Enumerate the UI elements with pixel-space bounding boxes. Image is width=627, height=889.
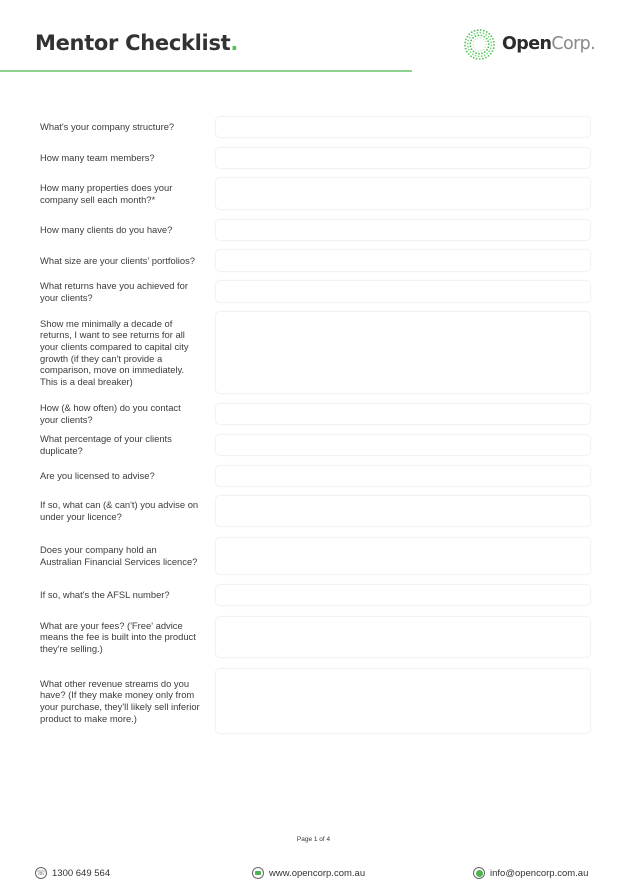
answer-field[interactable] xyxy=(215,584,591,606)
answer-field[interactable] xyxy=(215,434,591,456)
question-label: What's your company structure? xyxy=(40,121,175,133)
email-link[interactable]: info@opencorp.com.au xyxy=(490,867,589,879)
question-label: How (& how often) do you contact your clients? xyxy=(40,402,181,425)
question-label: If so, what's the AFSL number? xyxy=(40,589,170,601)
title-text: Mentor Checklist xyxy=(35,31,231,55)
question-label: How many properties does your company sell each month?* xyxy=(40,181,173,205)
globe-icon xyxy=(473,867,485,879)
question-label: What returns have you achieved for your clients? xyxy=(40,279,188,303)
answer-field[interactable] xyxy=(215,495,591,527)
answer-field[interactable] xyxy=(215,249,591,272)
logo-mark-icon xyxy=(463,28,496,61)
answer-field[interactable] xyxy=(215,465,591,487)
question-label: Does your company hold an Australian Financial Services licence? xyxy=(40,544,198,567)
question-label: Show me minimally a decade of returns, I want to see returns for all your clients compared to capital city growth (if they can't provide a comparison, move on immediately. This is a deal breaker) xyxy=(40,317,189,387)
phone-number: 1300 649 564 xyxy=(52,867,111,879)
page-title xyxy=(35,31,238,55)
title-dot: . xyxy=(230,31,239,55)
phone-icon: ☏ xyxy=(35,867,47,879)
website-link[interactable]: www.opencorp.com.au xyxy=(269,867,366,879)
opencorp-logo xyxy=(463,28,595,61)
answer-field[interactable] xyxy=(215,668,591,734)
question-label: What are your fees? ('Free' advice means the fee is built into the product they're selling.) xyxy=(40,619,196,654)
web-icon xyxy=(252,867,264,879)
answer-field[interactable] xyxy=(215,177,591,210)
question-label: How many team members? xyxy=(40,152,155,164)
footer-email[interactable] xyxy=(473,867,588,879)
answer-field[interactable] xyxy=(215,403,591,425)
question-label: If so, what can (& can't) you advise on under your licence? xyxy=(40,499,199,522)
answer-field[interactable] xyxy=(215,616,591,658)
question-label: What size are your clients' portfolios? xyxy=(40,254,195,266)
answer-field[interactable] xyxy=(215,537,591,575)
page-indicator: Page 1 of 4 xyxy=(296,836,331,843)
logo-wordmark: OpenCorp. xyxy=(502,33,596,54)
question-label: What percentage of your clients duplicate? xyxy=(40,433,172,456)
footer-phone xyxy=(35,867,110,879)
question-label: What other revenue streams do you have? (If they make money only from your purchase, they'll likely sell inferior product to make more.) xyxy=(40,677,200,724)
answer-field[interactable] xyxy=(215,219,591,241)
answer-field[interactable] xyxy=(215,147,591,169)
answer-field[interactable] xyxy=(215,280,591,303)
title-divider xyxy=(0,70,412,72)
footer-website[interactable] xyxy=(252,867,365,879)
question-label: Are you licensed to advise? xyxy=(40,470,155,482)
question-label: How many clients do you have? xyxy=(40,224,173,236)
answer-field[interactable] xyxy=(215,311,591,394)
answer-field[interactable] xyxy=(215,116,591,138)
